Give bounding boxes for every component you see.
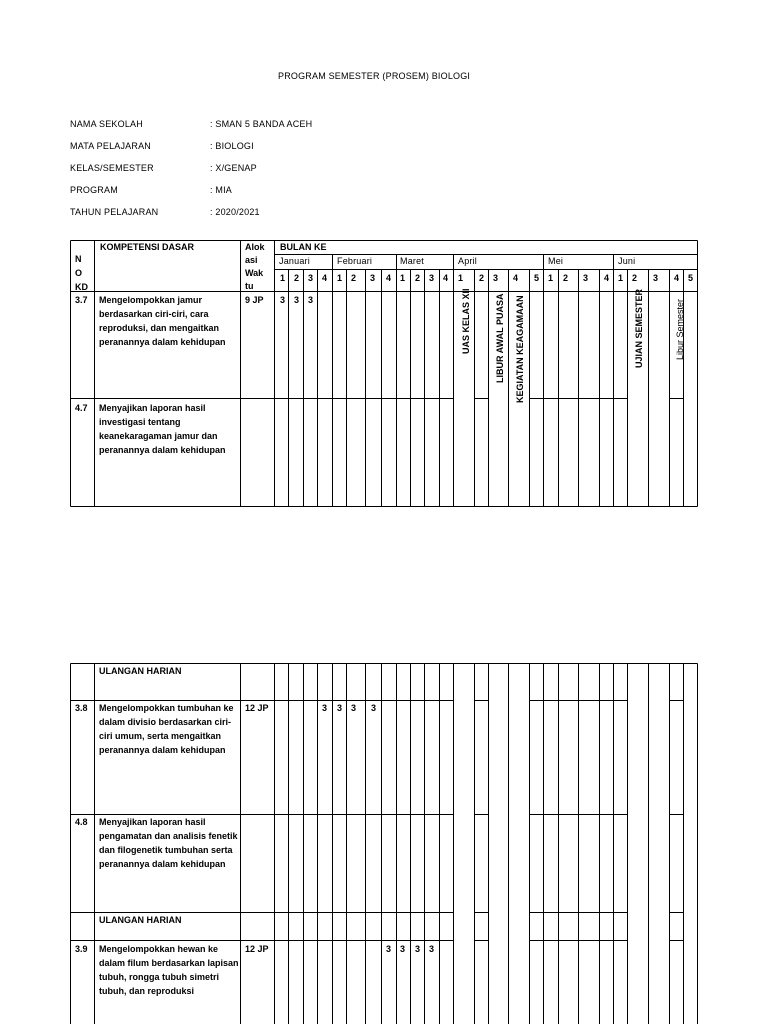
no-kd-header-n: N <box>75 254 82 264</box>
kd-description: ULANGAN HARIAN <box>99 915 182 925</box>
page-title: PROGRAM SEMESTER (PROSEM) BIOLOGI <box>278 71 471 81</box>
week-number: 3 <box>370 273 376 283</box>
week-mark: 3 <box>415 944 421 954</box>
week-number: 2 <box>479 273 485 283</box>
week-number: 2 <box>415 273 421 283</box>
kd-number: 4.7 <box>75 403 88 413</box>
week-mark: 3 <box>280 295 286 305</box>
info-value: : MIA <box>210 185 233 195</box>
no-kd-header-o: O <box>75 268 83 278</box>
week-number: 1 <box>337 273 343 283</box>
week-number: 5 <box>688 273 694 283</box>
week-number: 3 <box>429 273 435 283</box>
kd-number: 3.7 <box>75 295 88 305</box>
week-number: 1 <box>548 273 554 283</box>
month-januari: Januari <box>279 256 310 266</box>
month-april: April <box>458 256 478 266</box>
kd-description: Menyajikan laporan hasil investigasi tentang keanekaragaman jamur dan peranannya dalam kehidupan <box>99 403 226 455</box>
no-kd-header-kd: KD <box>75 282 88 292</box>
alokasi-header-3: Wak <box>245 268 264 278</box>
vertical-label-ujian-semester: UJIAN SEMESTER <box>634 288 644 368</box>
kd-header: KOMPETENSI DASAR <box>100 242 195 252</box>
week-number: 4 <box>443 273 449 283</box>
month-februari: Februari <box>337 256 373 266</box>
vertical-label-keagamaan: KEGIATAN KEAGAMAAN <box>515 295 525 403</box>
kd-description: Mengelompokkan hewan ke dalam filum berdasarkan lapisan tubuh, rongga tubuh simetri tubuh, dan reproduksi <box>99 944 239 996</box>
info-label: NAMA SEKOLAH <box>70 119 143 129</box>
week-number: 3 <box>583 273 589 283</box>
week-number: 2 <box>351 273 357 283</box>
alokasi-header-1: Alok <box>245 242 265 252</box>
kd-description: Mengelompokkan tumbuhan ke dalam divisio berdasarkan ciri-ciri umum, serta mengaitkan peranannya dalam kehidupan <box>99 703 234 755</box>
week-mark: 3 <box>429 944 435 954</box>
week-number: 1 <box>618 273 624 283</box>
week-number: 2 <box>632 273 638 283</box>
kd-description: Mengelompokkan jamur berdasarkan ciri-ciri, cara reproduksi, dan mengaitkan peranannya dalam kehidupan <box>99 295 226 347</box>
info-label: PROGRAM <box>70 185 118 195</box>
week-number: 2 <box>563 273 569 283</box>
week-number: 3 <box>653 273 659 283</box>
week-number: 4 <box>604 273 610 283</box>
week-number: 1 <box>458 273 464 283</box>
week-mark: 3 <box>294 295 300 305</box>
vertical-label-uas: UAS KELAS XII <box>461 288 471 354</box>
allocation-jp: 12 JP <box>245 703 269 713</box>
month-maret: Maret <box>400 256 425 266</box>
info-value: : 2020/2021 <box>210 207 260 217</box>
kd-number: 3.9 <box>75 944 88 954</box>
week-mark: 3 <box>337 703 343 713</box>
info-value: : X/GENAP <box>210 163 257 173</box>
week-number: 5 <box>534 273 540 283</box>
info-label: MATA PELAJARAN <box>70 141 151 151</box>
week-number: 4 <box>513 273 519 283</box>
kd-number: 4.8 <box>75 817 88 827</box>
week-number: 1 <box>400 273 406 283</box>
week-number: 3 <box>308 273 314 283</box>
week-mark: 3 <box>308 295 314 305</box>
week-mark: 3 <box>371 703 377 713</box>
week-number: 1 <box>280 273 286 283</box>
vertical-label-libur-semester: Libur Semester <box>675 298 685 360</box>
week-number: 4 <box>386 273 392 283</box>
week-number: 2 <box>294 273 300 283</box>
kd-description: Menyajikan laporan hasil pengamatan dan analisis fenetik dan filogenetik tumbuhan serta peranannya dalam kehidupan <box>99 817 238 869</box>
vertical-label-libur-puasa: LIBUR AWAL PUASA <box>495 293 505 383</box>
week-number: 4 <box>322 273 328 283</box>
week-mark: 3 <box>400 944 406 954</box>
alokasi-header-2: asi <box>245 255 258 265</box>
kd-number: 3.8 <box>75 703 88 713</box>
info-value: : BIOLOGI <box>210 141 254 151</box>
month-juni: Juni <box>618 256 636 266</box>
week-mark: 3 <box>322 703 328 713</box>
info-label: KELAS/SEMESTER <box>70 163 154 173</box>
month-mei: Mei <box>548 256 564 266</box>
info-value: : SMAN 5 BANDA ACEH <box>210 119 313 129</box>
week-mark: 3 <box>351 703 357 713</box>
week-mark: 3 <box>386 944 392 954</box>
week-number: 3 <box>493 273 499 283</box>
allocation-jp: 9 JP <box>245 295 264 305</box>
info-label: TAHUN PELAJARAN <box>70 207 159 217</box>
week-number: 4 <box>674 273 680 283</box>
allocation-jp: 12 JP <box>245 944 269 954</box>
alokasi-header-4: tu <box>245 281 254 291</box>
kd-description: ULANGAN HARIAN <box>99 666 182 676</box>
bulan-ke-header: BULAN KE <box>280 242 327 252</box>
